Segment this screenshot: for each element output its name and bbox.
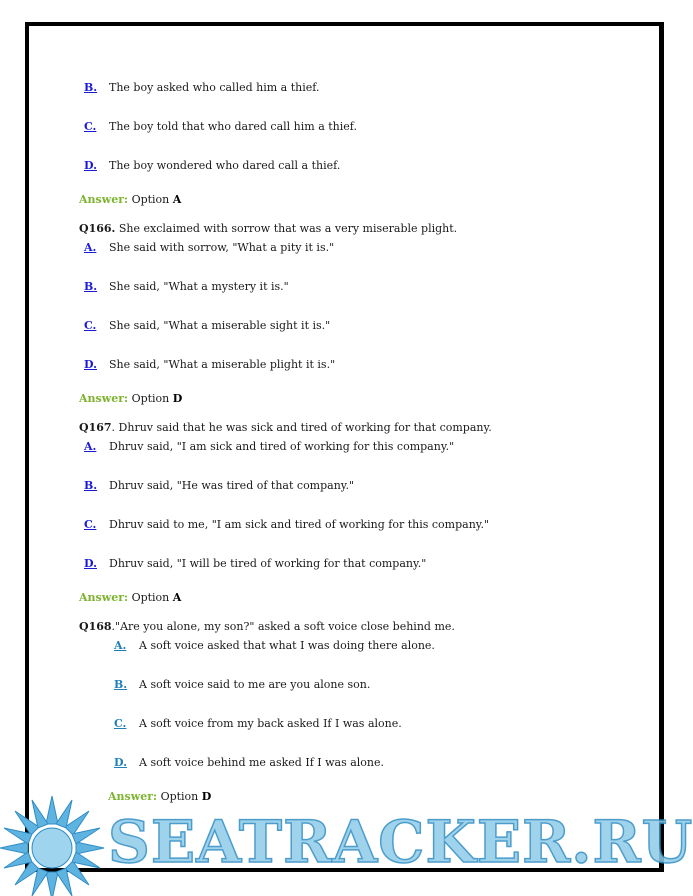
q167-option-d-label[interactable]: D. (84, 557, 97, 570)
q168-option-b-label[interactable]: B. (114, 678, 128, 691)
question-number: Q167 (79, 421, 112, 434)
q165-option-c-label[interactable]: C. (84, 120, 97, 133)
q167-option-b-text: Dhruv said, "He was tired of that company." (109, 479, 355, 492)
q165-answer (79, 193, 181, 207)
q168-option-c-label[interactable]: C. (114, 717, 127, 730)
q166-option-d-text: She said, "What a miserable plight it is." (109, 358, 336, 371)
answer-label: Answer: (79, 392, 129, 405)
q165-option-b-label[interactable]: B. (84, 81, 98, 94)
q166-option-b-label[interactable]: B. (84, 280, 98, 293)
q167-option-b-label[interactable]: B. (84, 479, 98, 492)
q167-option-c-label[interactable]: C. (84, 518, 97, 531)
q168-option-c-text: A soft voice from my back asked If I was alone. (139, 717, 402, 730)
answer-label: Answer: (79, 591, 129, 604)
option-word: Option (131, 392, 170, 405)
question-number: Q168 (79, 620, 112, 633)
q167-option-a-label[interactable]: A. (84, 440, 97, 453)
q166-option-a-text: She said with sorrow, "What a pity it is." (109, 241, 335, 254)
q167-option-d-text: Dhruv said, "I will be tired of working for that company." (109, 557, 427, 570)
answer-letter: A (172, 591, 182, 604)
q166-option-b-text: She said, "What a mystery it is." (109, 280, 289, 293)
q166-option-c-text: She said, "What a miserable sight it is." (109, 319, 331, 332)
q165-option-b-text: The boy asked who called him a thief. (109, 81, 320, 94)
answer-label: Answer: (79, 193, 129, 206)
q168-option-d-label[interactable]: D. (114, 756, 127, 769)
answer-letter: D (172, 392, 183, 405)
q168-option-b-text: A soft voice said to me are you alone son. (139, 678, 371, 691)
q168-option-d-text: A soft voice behind me asked If I was alone. (139, 756, 385, 769)
question-q167 (79, 421, 492, 435)
question-text: ."Are you alone, my son?" asked a soft voice close behind me. (111, 620, 455, 633)
q166-option-a-label[interactable]: A. (84, 241, 97, 254)
q167-option-a-text: Dhruv said, "I am sick and tired of working for this company." (109, 440, 455, 453)
option-word: Option (160, 790, 199, 803)
q167-option-c-text: Dhruv said to me, "I am sick and tired of working for this company." (109, 518, 490, 531)
q166-option-c-label[interactable]: C. (84, 319, 97, 332)
question-q166 (79, 222, 457, 236)
q167-answer (79, 591, 181, 605)
answer-letter: A (172, 193, 182, 206)
answer-label: Answer: (108, 790, 158, 803)
q168-option-a-label[interactable]: A. (114, 639, 127, 652)
option-word: Option (131, 193, 170, 206)
q165-option-c-text: The boy told that who dared call him a thief. (109, 120, 357, 133)
q165-option-d-text: The boy wondered who dared call a thief. (109, 159, 341, 172)
option-word: Option (131, 591, 170, 604)
question-number: Q166. (79, 222, 116, 235)
q168-option-a-text: A soft voice asked that what I was doing there alone. (139, 639, 435, 652)
question-q168 (79, 620, 455, 634)
question-text: . Dhruv said that he was sick and tired of working for that company. (111, 421, 492, 434)
q165-option-d-label[interactable]: D. (84, 159, 97, 172)
answer-letter: D (201, 790, 212, 803)
q166-answer (79, 392, 182, 406)
watermark-text: SEATRACKER.RU (108, 808, 693, 876)
q166-option-d-label[interactable]: D. (84, 358, 97, 371)
question-text: She exclaimed with sorrow that was a very miserable plight. (118, 222, 458, 235)
